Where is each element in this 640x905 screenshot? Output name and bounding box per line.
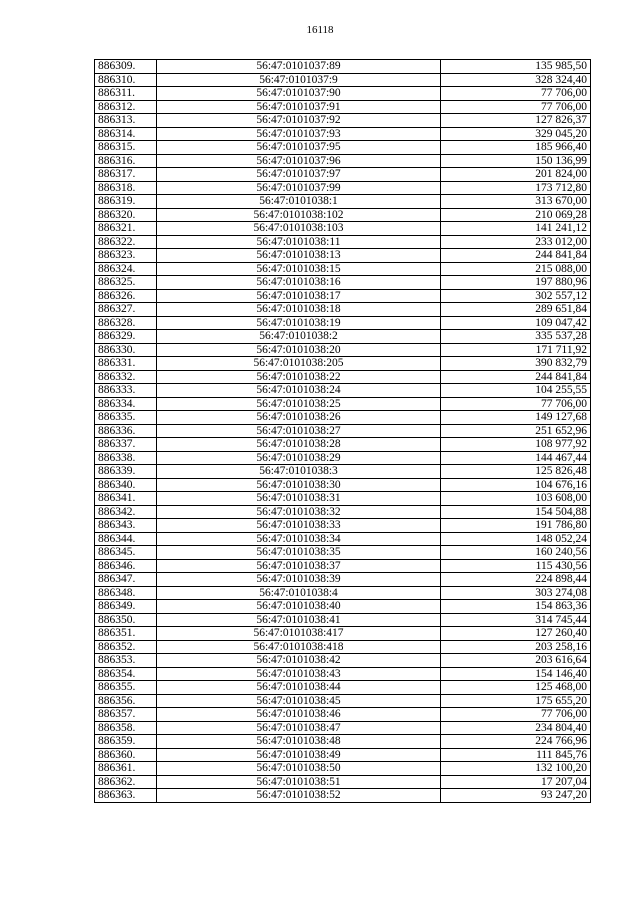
cadastral-number: 56:47:0101038:34 [157, 532, 441, 546]
table-row [95, 789, 591, 803]
row-number: 886323. [95, 249, 157, 263]
table-row [95, 451, 591, 465]
cadastral-number: 56:47:0101038:44 [157, 681, 441, 695]
row-number: 886329. [95, 330, 157, 344]
cadastral-value: 77 706,00 [441, 708, 591, 722]
cadastral-value: 144 467,44 [441, 451, 591, 465]
cadastral-number: 56:47:0101038:13 [157, 249, 441, 263]
cadastral-value: 244 841,84 [441, 370, 591, 384]
cadastral-number: 56:47:0101038:417 [157, 627, 441, 641]
row-number: 886319. [95, 195, 157, 209]
cadastral-number: 56:47:0101038:35 [157, 546, 441, 560]
row-number: 886340. [95, 478, 157, 492]
cadastral-number: 56:47:0101038:28 [157, 438, 441, 452]
row-number: 886313. [95, 114, 157, 128]
table-row [95, 762, 591, 776]
cadastral-value: 313 670,00 [441, 195, 591, 209]
table-row [95, 73, 591, 87]
table-row [95, 222, 591, 236]
cadastral-number: 56:47:0101038:42 [157, 654, 441, 668]
row-number: 886343. [95, 519, 157, 533]
row-number: 886358. [95, 721, 157, 735]
row-number: 886310. [95, 73, 157, 87]
cadastral-value: 109 047,42 [441, 316, 591, 330]
cadastral-number: 56:47:0101037:92 [157, 114, 441, 128]
cadastral-value: 251 652,96 [441, 424, 591, 438]
cadastral-value: 127 826,37 [441, 114, 591, 128]
cadastral-number: 56:47:0101037:9 [157, 73, 441, 87]
table-row [95, 114, 591, 128]
table-row [95, 681, 591, 695]
cadastral-number: 56:47:0101037:93 [157, 127, 441, 141]
row-number: 886350. [95, 613, 157, 627]
table-row [95, 640, 591, 654]
cadastral-value: 135 985,50 [441, 60, 591, 74]
cadastral-number: 56:47:0101038:48 [157, 735, 441, 749]
row-number: 886353. [95, 654, 157, 668]
row-number: 886338. [95, 451, 157, 465]
table-body [95, 60, 591, 803]
table-row [95, 424, 591, 438]
row-number: 886347. [95, 573, 157, 587]
cadastral-number: 56:47:0101038:2 [157, 330, 441, 344]
cadastral-number: 56:47:0101038:27 [157, 424, 441, 438]
row-number: 886318. [95, 181, 157, 195]
row-number: 886317. [95, 168, 157, 182]
row-number: 886360. [95, 748, 157, 762]
cadastral-number: 56:47:0101038:16 [157, 276, 441, 290]
table-row [95, 654, 591, 668]
table-row [95, 775, 591, 789]
cadastral-number: 56:47:0101038:32 [157, 505, 441, 519]
table-row [95, 303, 591, 317]
cadastral-number: 56:47:0101037:95 [157, 141, 441, 155]
table-row [95, 586, 591, 600]
table-row [95, 559, 591, 573]
cadastral-number: 56:47:0101038:18 [157, 303, 441, 317]
table-row [95, 748, 591, 762]
cadastral-value: 173 712,80 [441, 181, 591, 195]
cadastral-value: 390 832,79 [441, 357, 591, 371]
table-row [95, 168, 591, 182]
cadastral-value: 127 260,40 [441, 627, 591, 641]
cadastral-value: 289 651,84 [441, 303, 591, 317]
cadastral-value: 93 247,20 [441, 789, 591, 803]
cadastral-value: 201 824,00 [441, 168, 591, 182]
cadastral-value: 302 557,12 [441, 289, 591, 303]
cadastral-value: 233 012,00 [441, 235, 591, 249]
cadastral-value: 154 146,40 [441, 667, 591, 681]
cadastral-value: 215 088,00 [441, 262, 591, 276]
cadastral-value: 77 706,00 [441, 100, 591, 114]
cadastral-value: 125 468,00 [441, 681, 591, 695]
cadastral-value: 115 430,56 [441, 559, 591, 573]
cadastral-number: 56:47:0101038:4 [157, 586, 441, 600]
cadastral-value: 191 786,80 [441, 519, 591, 533]
cadastral-number: 56:47:0101038:205 [157, 357, 441, 371]
row-number: 886320. [95, 208, 157, 222]
row-number: 886314. [95, 127, 157, 141]
table-row [95, 708, 591, 722]
cadastral-value: 303 274,08 [441, 586, 591, 600]
table-row [95, 249, 591, 263]
row-number: 886324. [95, 262, 157, 276]
cadastral-number: 56:47:0101038:40 [157, 600, 441, 614]
cadastral-value: 224 766,96 [441, 735, 591, 749]
cadastral-number: 56:47:0101037:97 [157, 168, 441, 182]
table-row [95, 330, 591, 344]
table-row [95, 195, 591, 209]
cadastral-value: 335 537,28 [441, 330, 591, 344]
table-row [95, 343, 591, 357]
row-number: 886326. [95, 289, 157, 303]
cadastral-value: 125 826,48 [441, 465, 591, 479]
table-row [95, 438, 591, 452]
cadastral-number: 56:47:0101038:19 [157, 316, 441, 330]
table-row [95, 478, 591, 492]
cadastral-number: 56:47:0101038:11 [157, 235, 441, 249]
table-row [95, 600, 591, 614]
table-row [95, 519, 591, 533]
cadastral-value: 149 127,68 [441, 411, 591, 425]
cadastral-number: 56:47:0101037:90 [157, 87, 441, 101]
cadastral-number: 56:47:0101038:17 [157, 289, 441, 303]
cadastral-value: 329 045,20 [441, 127, 591, 141]
cadastral-value-table [94, 59, 591, 803]
row-number: 886363. [95, 789, 157, 803]
row-number: 886349. [95, 600, 157, 614]
table-row [95, 127, 591, 141]
row-number: 886328. [95, 316, 157, 330]
row-number: 886361. [95, 762, 157, 776]
cadastral-value: 132 100,20 [441, 762, 591, 776]
row-number: 886316. [95, 154, 157, 168]
row-number: 886312. [95, 100, 157, 114]
cadastral-value: 148 052,24 [441, 532, 591, 546]
row-number: 886334. [95, 397, 157, 411]
table-row [95, 60, 591, 74]
row-number: 886344. [95, 532, 157, 546]
cadastral-number: 56:47:0101038:29 [157, 451, 441, 465]
row-number: 886359. [95, 735, 157, 749]
cadastral-number: 56:47:0101038:52 [157, 789, 441, 803]
cadastral-number: 56:47:0101038:50 [157, 762, 441, 776]
row-number: 886331. [95, 357, 157, 371]
table-row [95, 141, 591, 155]
table-row [95, 87, 591, 101]
cadastral-number: 56:47:0101038:45 [157, 694, 441, 708]
cadastral-number: 56:47:0101038:102 [157, 208, 441, 222]
cadastral-number: 56:47:0101038:26 [157, 411, 441, 425]
table-row [95, 316, 591, 330]
cadastral-number: 56:47:0101037:89 [157, 60, 441, 74]
cadastral-number: 56:47:0101038:24 [157, 384, 441, 398]
cadastral-number: 56:47:0101038:43 [157, 667, 441, 681]
cadastral-number: 56:47:0101038:418 [157, 640, 441, 654]
table-row [95, 384, 591, 398]
table-row [95, 100, 591, 114]
cadastral-number: 56:47:0101037:91 [157, 100, 441, 114]
cadastral-value: 77 706,00 [441, 87, 591, 101]
row-number: 886332. [95, 370, 157, 384]
cadastral-value: 234 804,40 [441, 721, 591, 735]
cadastral-number: 56:47:0101038:37 [157, 559, 441, 573]
cadastral-number: 56:47:0101038:30 [157, 478, 441, 492]
cadastral-number: 56:47:0101038:49 [157, 748, 441, 762]
row-number: 886351. [95, 627, 157, 641]
cadastral-value: 160 240,56 [441, 546, 591, 560]
table-row [95, 276, 591, 290]
table-row [95, 573, 591, 587]
row-number: 886321. [95, 222, 157, 236]
table-row [95, 181, 591, 195]
row-number: 886356. [95, 694, 157, 708]
cadastral-value: 17 207,04 [441, 775, 591, 789]
row-number: 886342. [95, 505, 157, 519]
table-row [95, 397, 591, 411]
table-row [95, 154, 591, 168]
cadastral-value: 141 241,12 [441, 222, 591, 236]
cadastral-number: 56:47:0101037:96 [157, 154, 441, 168]
cadastral-number: 56:47:0101038:103 [157, 222, 441, 236]
cadastral-number: 56:47:0101038:25 [157, 397, 441, 411]
row-number: 886355. [95, 681, 157, 695]
row-number: 886322. [95, 235, 157, 249]
table-row [95, 721, 591, 735]
cadastral-number: 56:47:0101038:46 [157, 708, 441, 722]
table-row [95, 262, 591, 276]
cadastral-value: 154 863,36 [441, 600, 591, 614]
row-number: 886337. [95, 438, 157, 452]
cadastral-value: 328 324,40 [441, 73, 591, 87]
cadastral-value: 175 655,20 [441, 694, 591, 708]
row-number: 886330. [95, 343, 157, 357]
row-number: 886357. [95, 708, 157, 722]
cadastral-number: 56:47:0101038:47 [157, 721, 441, 735]
table-row [95, 613, 591, 627]
table-row [95, 667, 591, 681]
row-number: 886345. [95, 546, 157, 560]
table-row [95, 411, 591, 425]
table-row [95, 505, 591, 519]
cadastral-number: 56:47:0101038:20 [157, 343, 441, 357]
table-row [95, 546, 591, 560]
cadastral-value: 314 745,44 [441, 613, 591, 627]
cadastral-value: 197 880,96 [441, 276, 591, 290]
row-number: 886362. [95, 775, 157, 789]
cadastral-value: 104 255,55 [441, 384, 591, 398]
cadastral-value: 171 711,92 [441, 343, 591, 357]
cadastral-number: 56:47:0101038:22 [157, 370, 441, 384]
cadastral-number: 56:47:0101038:51 [157, 775, 441, 789]
row-number: 886341. [95, 492, 157, 506]
cadastral-value: 210 069,28 [441, 208, 591, 222]
table-row [95, 694, 591, 708]
cadastral-value: 203 616,64 [441, 654, 591, 668]
row-number: 886327. [95, 303, 157, 317]
cadastral-number: 56:47:0101038:3 [157, 465, 441, 479]
cadastral-value: 154 504,88 [441, 505, 591, 519]
cadastral-value: 185 966,40 [441, 141, 591, 155]
table-row [95, 627, 591, 641]
row-number: 886325. [95, 276, 157, 290]
table-row [95, 370, 591, 384]
table-row [95, 465, 591, 479]
row-number: 886309. [95, 60, 157, 74]
cadastral-value: 203 258,16 [441, 640, 591, 654]
cadastral-value: 111 845,76 [441, 748, 591, 762]
cadastral-value: 108 977,92 [441, 438, 591, 452]
cadastral-value: 77 706,00 [441, 397, 591, 411]
cadastral-number: 56:47:0101038:33 [157, 519, 441, 533]
row-number: 886335. [95, 411, 157, 425]
table-row [95, 735, 591, 749]
cadastral-value: 104 676,16 [441, 478, 591, 492]
row-number: 886336. [95, 424, 157, 438]
row-number: 886352. [95, 640, 157, 654]
row-number: 886339. [95, 465, 157, 479]
table-row [95, 357, 591, 371]
cadastral-number: 56:47:0101038:39 [157, 573, 441, 587]
cadastral-number: 56:47:0101038:31 [157, 492, 441, 506]
table-row [95, 208, 591, 222]
cadastral-value: 244 841,84 [441, 249, 591, 263]
row-number: 886315. [95, 141, 157, 155]
row-number: 886311. [95, 87, 157, 101]
table-row [95, 532, 591, 546]
row-number: 886346. [95, 559, 157, 573]
table-row [95, 492, 591, 506]
cadastral-number: 56:47:0101038:41 [157, 613, 441, 627]
cadastral-value: 224 898,44 [441, 573, 591, 587]
page-number: 16118 [306, 24, 334, 36]
cadastral-number: 56:47:0101037:99 [157, 181, 441, 195]
cadastral-number: 56:47:0101038:15 [157, 262, 441, 276]
row-number: 886348. [95, 586, 157, 600]
cadastral-value: 150 136,99 [441, 154, 591, 168]
row-number: 886333. [95, 384, 157, 398]
row-number: 886354. [95, 667, 157, 681]
cadastral-value: 103 608,00 [441, 492, 591, 506]
table-row [95, 235, 591, 249]
cadastral-number: 56:47:0101038:1 [157, 195, 441, 209]
table-row [95, 289, 591, 303]
